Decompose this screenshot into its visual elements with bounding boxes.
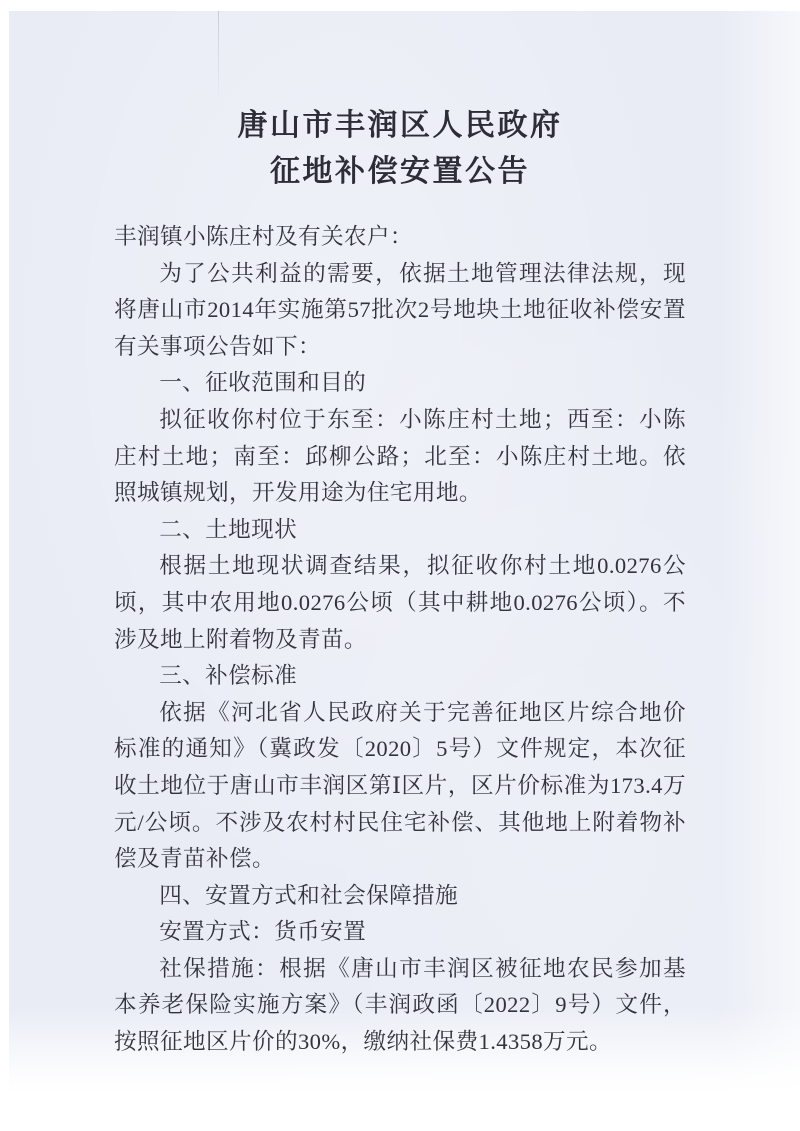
salutation-line: 丰润镇小陈庄村及有关农户： [114, 224, 413, 249]
section-heading-4: 四、安置方式和社会保障措施 [159, 882, 459, 908]
section-heading-3: 三、补偿标准 [159, 663, 298, 689]
section-3-paragraph: 依据《河北省人民政府关于完善征地区片综合地价标准的通知》（冀政发〔2020〕5号）文件规定，本次征收土地位于唐山市丰润区第Ⅰ区片，区片价标准为173.4万元/公顷。不涉及农村村民住宅补偿、其他地上附着物补偿及青苗补偿。 [114, 699, 686, 872]
title-line-1: 唐山市丰润区人民政府 [237, 109, 563, 142]
section-heading-2: 二、土地现状 [159, 516, 298, 542]
document-title [114, 103, 686, 195]
social-security-paragraph: 社保措施：根据《唐山市丰润区被征地农民参加基本养老保险实施方案》（丰润政函〔2022〕9号）文件，按照征地区片价的30%，缴纳社保费1.4358万元。 [114, 955, 686, 1055]
resettlement-method-paragraph: 安置方式：货币安置 [159, 919, 367, 945]
document-body [114, 219, 686, 1061]
title-line-2: 征地补偿安置公告 [270, 155, 530, 188]
section-1-paragraph: 拟征收你村位于东至：小陈庄村土地；西至：小陈庄村土地；南至：邱柳公路；北至：小陈庄村土地。依照城镇规划，开发用途为住宅用地。 [114, 406, 686, 506]
scan-crease-artifact [218, 11, 219, 103]
section-2-paragraph: 根据土地现状调查结果，拟征收你村土地0.0276公顷，其中农用地0.0276公顷（其中耕地0.0276公顷）。不涉及地上附着物及青苗。 [114, 553, 686, 652]
section-heading-1: 一、征收范围和目的 [159, 370, 367, 396]
intro-paragraph: 为了公共利益的需要，依据土地管理法律法规，现将唐山市2014年实施第57批次2号地块土地征收补偿安置有关事项公告如下： [114, 260, 686, 359]
document-content [114, 103, 686, 1061]
